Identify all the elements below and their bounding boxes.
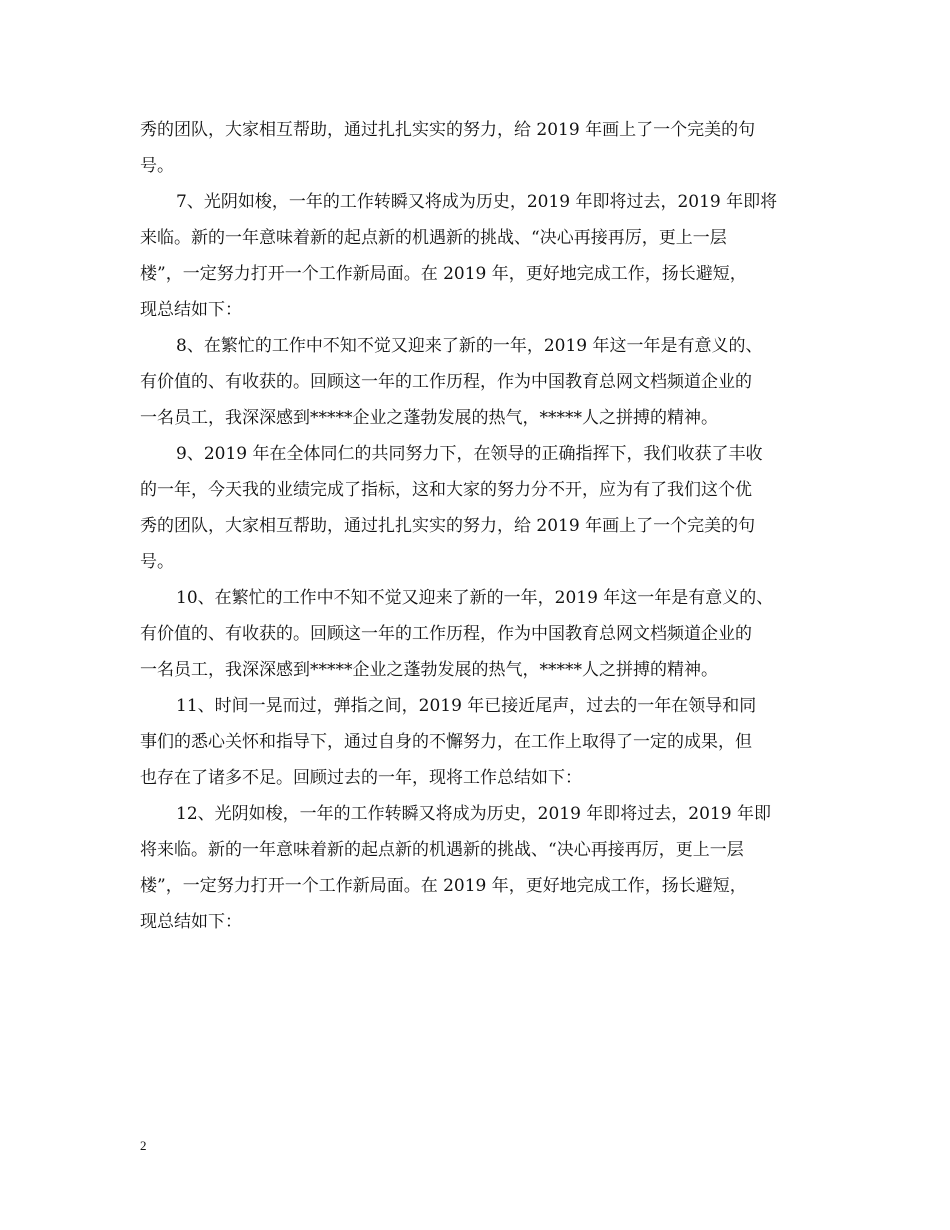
paragraph-line: 现总结如下： xyxy=(140,300,242,320)
paragraph-line: 来临。新的一年意味着新的起点新的机遇新的挑战、“决心再接再厉，更上一层 xyxy=(140,228,727,248)
paragraph-line: 号。 xyxy=(140,156,174,176)
paragraph xyxy=(140,184,820,328)
paragraph-line: 8、在繁忙的工作中不知不觉又迎来了新的一年，2019 年这一年是有意义的、 xyxy=(176,336,763,356)
paragraph xyxy=(140,580,820,688)
document-body xyxy=(140,112,820,940)
paragraph-line: 也存在了诸多不足。回顾过去的一年，现将工作总结如下： xyxy=(140,768,582,788)
paragraph-line: 9、2019 年在全体同仁的共同努力下，在领导的正确指挥下，我们收获了丰收 xyxy=(176,444,763,464)
paragraph-line: 11、时间一晃而过，弹指之间，2019 年已接近尾声，过去的一年在领导和同 xyxy=(176,696,757,716)
paragraph-line: 号。 xyxy=(140,552,174,572)
page-number: 2 xyxy=(140,1138,147,1153)
paragraph-line: 事们的悉心关怀和指导下，通过自身的不懈努力，在工作上取得了一定的成果，但 xyxy=(140,732,752,752)
paragraph-line: 现总结如下： xyxy=(140,912,242,932)
paragraph-line: 楼”，一定努力打开一个工作新局面。在 2019 年，更好地完成工作，扬长避短， xyxy=(140,264,747,284)
paragraph xyxy=(140,328,820,436)
paragraph-line: 一名员工，我深深感到*****企业之蓬勃发展的热气，*****人之拼搏的精神。 xyxy=(140,408,718,428)
paragraph-line: 楼”，一定努力打开一个工作新局面。在 2019 年，更好地完成工作，扬长避短， xyxy=(140,876,747,896)
paragraph-line: 12、光阴如梭，一年的工作转瞬又将成为历史，2019 年即将过去，2019 年即 xyxy=(176,804,771,824)
paragraph-line: 的一年，今天我的业绩完成了指标，这和大家的努力分不开，应为有了我们这个优 xyxy=(140,480,752,500)
paragraph xyxy=(140,688,820,796)
paragraph-line: 秀的团队，大家相互帮助，通过扎扎实实的努力，给 2019 年画上了一个完美的句 xyxy=(140,120,756,140)
paragraph-line: 秀的团队，大家相互帮助，通过扎扎实实的努力，给 2019 年画上了一个完美的句 xyxy=(140,516,756,536)
paragraph-line: 10、在繁忙的工作中不知不觉又迎来了新的一年，2019 年这一年是有意义的、 xyxy=(176,588,774,608)
paragraph xyxy=(140,436,820,580)
paragraph-line: 7、光阴如梭，一年的工作转瞬又将成为历史，2019 年即将过去，2019 年即将 xyxy=(176,192,778,212)
paragraph xyxy=(140,112,820,184)
paragraph-line: 有价值的、有收获的。回顾这一年的工作历程，作为中国教育总网文档频道企业的 xyxy=(140,372,752,392)
paragraph-line: 将来临。新的一年意味着新的起点新的机遇新的挑战、“决心再接再厉，更上一层 xyxy=(140,840,744,860)
paragraph-line: 一名员工，我深深感到*****企业之蓬勃发展的热气，*****人之拼搏的精神。 xyxy=(140,660,718,680)
paragraph xyxy=(140,796,820,940)
paragraph-line: 有价值的、有收获的。回顾这一年的工作历程，作为中国教育总网文档频道企业的 xyxy=(140,624,752,644)
